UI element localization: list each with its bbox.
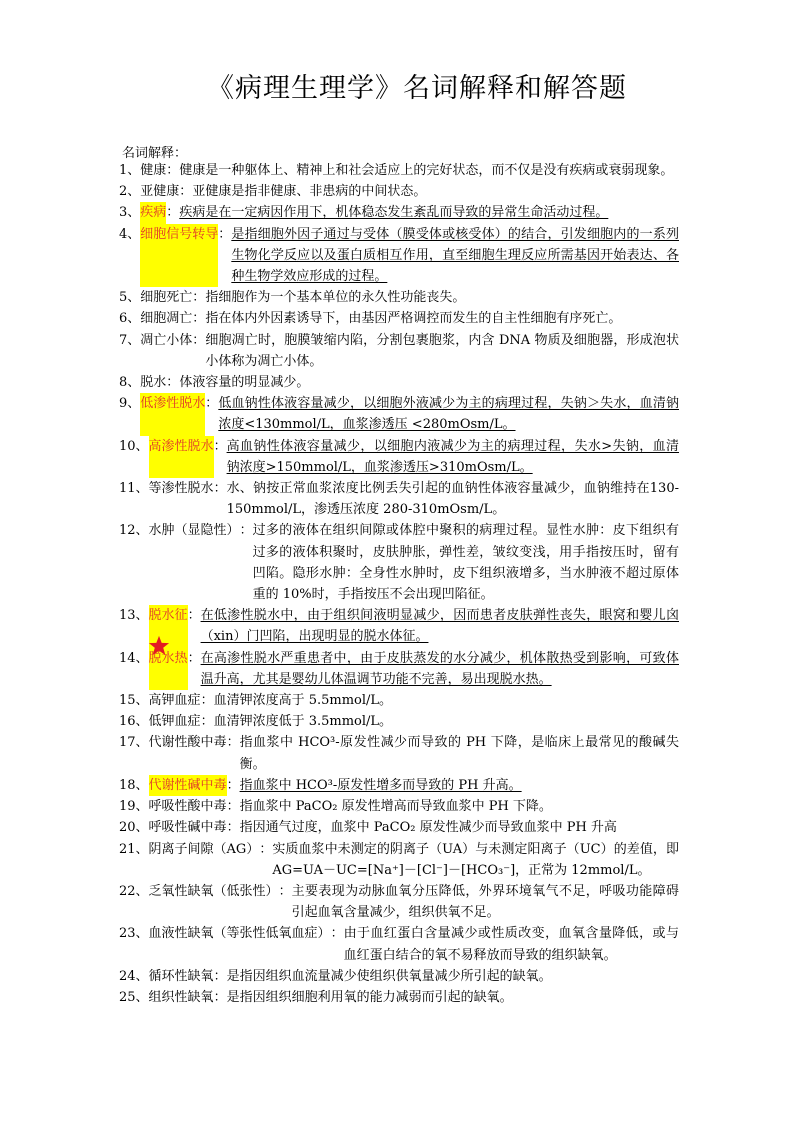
entry-definition: 指血浆中 HCO³-原发性减少而导致的 PH 下降，是临床上最常见的酸碱失衡。	[239, 735, 679, 772]
entry-term: 细胞凋亡	[140, 311, 193, 327]
entry-definition: 是指因组织细胞利用氧的能力减弱而引起的缺氧。	[226, 989, 513, 1005]
entry-definition: 指因通气过度，血浆中 PaCO₂ 原发性减少而导致血浆中 PH 升高	[239, 820, 617, 836]
entry-definition: 指细胞作为一个基本单位的永久性功能丧失。	[205, 290, 466, 306]
entry-definition: 指在体内外因素诱导下，由基因严格调控而发生的自主性细胞有序死亡。	[205, 311, 622, 327]
list-item: 7、 凋亡小体 ： 细胞凋亡时，胞膜皱缩内陷，分割包裹胞浆，内含 DNA 物质及细胞器，形成泡状小体称为凋亡小体。	[119, 330, 679, 372]
list-item: 5、 细胞死亡 ： 指细胞作为一个基本单位的永久性功能丧失。	[119, 287, 679, 308]
entry-term: 循环性缺氧	[148, 968, 214, 984]
list-item: 21、 阴离子间隙（AG） ： 实质血浆中未测定的阴离子（UA）与未测定阳离子（UC）的差值，即 AG=UA－UC=[Na⁺]－[Cl⁻]－[HCO₃⁻]，正常为 12mmol/L。	[119, 839, 679, 881]
entry-definition: 体液容量的明显减少。	[179, 375, 310, 391]
entry-definition: 由于血红蛋白含量减少或性质改变，血氧含量降低，或与血红蛋白结合的氧不易释放而导致的组织缺氧。	[343, 926, 679, 963]
star-icon	[148, 635, 170, 657]
list-item: 15、 高钾血症 ： 血清钾浓度高于 5.5mmol/L。	[119, 690, 679, 711]
list-item: 10、 高渗性脱水 ： 高血钠性体液容量减少，以细胞内液减少为主的病理过程，失水>失钠，血清钠浓度>150mmol/L，血浆渗透压>310mOsm/L。	[119, 436, 679, 478]
entry-term: 脱水	[140, 375, 167, 391]
list-item: 16、 低钾血症 ： 血清钾浓度低于 3.5mmol/L。	[119, 711, 679, 732]
list-item: 3、 疾病 ： 疾病是在一定病因作用下，机体稳态发生紊乱而导致的异常生命活动过程。	[119, 202, 679, 223]
entry-definition: 在高渗性脱水严重患者中，由于皮肤蒸发的水分减少，机体散热受到影响，可致体温升高，尤其是婴幼儿体温调节功能不完善，易出现脱水热。	[200, 650, 679, 687]
list-item: 17、 代谢性酸中毒 ： 指血浆中 HCO³-原发性减少而导致的 PH 下降，是临床上最常见的酸碱失衡。	[119, 732, 679, 774]
entry-term: 细胞死亡	[140, 290, 193, 306]
entry-definition: 高血钠性体液容量减少，以细胞内液减少为主的病理过程，失水>失钠，血清钠浓度>150mmol/L，血浆渗透压>310mOsm/L。	[226, 438, 679, 475]
entry-definition: 疾病是在一定病因作用下，机体稳态发生紊乱而导致的异常生命活动过程。	[179, 205, 609, 221]
list-item: 19、 呼吸性酸中毒 ： 指血浆中 PaCO₂ 原发性增高而导致血浆中 PH 下降。	[119, 796, 679, 817]
entry-definition: 血清钾浓度低于 3.5mmol/L。	[213, 714, 393, 730]
entry-term-highlighted: 脱水征	[149, 605, 188, 647]
entry-term-highlighted: 脱水热	[149, 648, 188, 690]
entry-term: 凋亡小体	[140, 332, 193, 348]
list-item: 20、 呼吸性碱中毒 ： 指因通气过度，血浆中 PaCO₂ 原发性减少而导致血浆中 PH 升高	[119, 817, 679, 838]
list-item: 2、 亚健康 ： 亚健康是指非健康、非患病的中间状态。	[119, 181, 679, 202]
list-item: 22、 乏氧性缺氧（低张性） ： 主要表现为动脉血氧分压降低，外界环境氧气不足，呼吸功能障碍引起血氧含量减少，组织供氧不足。	[119, 881, 679, 923]
entry-definition: 实质血浆中未测定的阴离子（UA）与未测定阳离子（UC）的差值，即 AG=UA－UC=[Na⁺]－[Cl⁻]－[HCO₃⁻]，正常为 12mmol/L。	[272, 841, 679, 878]
list-item: 4、 细胞信号转导 ： 是指细胞外因子通过与受体（膜受体或核受体）的结合，引发细胞内的一系列生物化学反应以及蛋白质相互作用，直至细胞生理反应所需基因开始表达、各种生物学效应形成的过程。	[119, 224, 679, 288]
list-item: 24、 循环性缺氧 ： 是指因组织血流量减少使组织供氧量减少所引起的缺氧。	[119, 966, 679, 987]
list-item: 25、 组织性缺氧 ： 是指因组织细胞利用氧的能力减弱而引起的缺氧。	[119, 987, 679, 1008]
entry-definition: 主要表现为动脉血氧分压降低，外界环境氧气不足，呼吸功能障碍引起血氧含量减少，组织供氧不足。	[291, 883, 679, 921]
entry-term: 血液性缺氧（等张性低氧血症）	[148, 926, 331, 942]
list-item: 11、 等渗性脱水 ： 水、钠按正常血浆浓度比例丢失引起的血钠性体液容量减少，血钠维持在130-150mmol/L，渗透压浓度 280-310mOsm/L。	[119, 478, 679, 520]
entry-term: 等渗性脱水	[148, 481, 214, 497]
list-item: 8、 脱水 ： 体液容量的明显减少。	[119, 372, 679, 393]
list-item: 14、 脱水热 ： 在高渗性脱水严重患者中，由于皮肤蒸发的水分减少，机体散热受到影响，可致体温升高，尤其是婴幼儿体温调节功能不完善，易出现脱水热。	[119, 648, 679, 690]
entry-term-highlighted: 疾病	[140, 202, 166, 223]
entry-definition: 是指因组织血流量减少使组织供氧量减少所引起的缺氧。	[226, 968, 552, 984]
list-item: 1、 健康 ： 健康是一种躯体上、精神上和社会适应上的完好状态，而不仅是没有疾病或衰弱现象。	[119, 160, 679, 181]
entry-term: 呼吸性酸中毒	[148, 799, 227, 815]
entry-term: 代谢性酸中毒	[148, 735, 227, 751]
entry-term: 健康	[140, 163, 167, 178]
entry-definition: 低血钠性体液容量减少，以细胞外液减少为主的病理过程，失钠＞失水，血清钠浓度<130mmol/L，血浆渗透压 <280mOsm/L。	[218, 396, 679, 433]
entry-definition: 细胞凋亡时，胞膜皱缩内陷，分割包裹胞浆，内含 DNA 物质及细胞器，形成泡状小体称为凋亡小体。	[205, 332, 679, 369]
list-item: 12、 水肿（显隐性） ： 过多的液体在组织间隙或体腔中聚积的病理过程。显性水肿：皮下组织有过多的液体积聚时，皮肤肿胀，弹性差，皱纹变浅，用手指按压时，留有凹陷。隐形水肿：全身性水肿时，皮下组织液增多，当水肿液不超过原体重的 10%时，手指按压不会出现凹陷征。	[119, 520, 679, 605]
definition-list	[119, 160, 679, 1008]
entry-definition: 是指细胞外因子通过与受体（膜受体或核受体）的结合，引发细胞内的一系列生物化学反应以及蛋白质相互作用，直至细胞生理反应所需基因开始表达、各种生物学效应形成的过程。	[231, 226, 679, 285]
entry-definition: 水、钠按正常血浆浓度比例丢失引起的血钠性体液容量减少，血钠维持在130-150mmol/L，渗透压浓度 280-310mOsm/L。	[226, 481, 679, 518]
entry-term-highlighted: 低渗性脱水	[140, 393, 205, 435]
entry-term: 亚健康	[140, 184, 180, 200]
entry-term-highlighted: 代谢性碱中毒	[149, 775, 227, 796]
entry-term-highlighted: 细胞信号转导	[140, 224, 218, 288]
entry-term: 呼吸性碱中毒	[148, 820, 227, 836]
entry-definition: 过多的液体在组织间隙或体腔中聚积的病理过程。显性水肿：皮下组织有过多的液体积聚时，皮肤肿胀，弹性差，皱纹变浅，用手指按压时，留有凹陷。隐形水肿：全身性水肿时，皮下组织液增多，当水肿液不超过原体重的 10%时，手指按压不会出现凹陷征。	[252, 523, 679, 603]
list-item: 23、 血液性缺氧（等张性低氧血症） ： 由于血红蛋白含量减少或性质改变，血氧含量降低，或与血红蛋白结合的氧不易释放而导致的组织缺氧。	[119, 923, 679, 965]
entry-term: 高钾血症	[148, 693, 201, 709]
entry-term: 阴离子间隙（AG）	[148, 841, 260, 857]
list-item: 9、 低渗性脱水 ： 低血钠性体液容量减少，以细胞外液减少为主的病理过程，失钠＞失水，血清钠浓度<130mmol/L，血浆渗透压 <280mOsm/L。	[119, 393, 679, 435]
list-item: 13、 脱水征 ： 在低渗性脱水中，由于组织间液明显减少，因而患者皮肤弹性丧失，眼窝和婴儿囟（xin）门凹陷，出现明显的脱水体征。	[119, 605, 679, 647]
entry-term-highlighted: 高渗性脱水	[149, 436, 214, 478]
section-label: 名词解释：	[122, 146, 188, 161]
entry-term: 乏氧性缺氧（低张性）	[148, 883, 279, 899]
entry-definition: 血清钾浓度高于 5.5mmol/L。	[213, 693, 393, 709]
entry-definition: 健康是一种躯体上、精神上和社会适应上的完好状态，而不仅是没有疾病或衰弱现象。	[179, 163, 674, 178]
list-item: 6、 细胞凋亡 ： 指在体内外因素诱导下，由基因严格调控而发生的自主性细胞有序死亡。	[119, 308, 679, 329]
entry-definition: 指血浆中 HCO³-原发性增多而导致的 PH 升高。	[239, 777, 522, 793]
entry-term: 低钾血症	[148, 714, 201, 730]
entry-definition: 指血浆中 PaCO₂ 原发性增高而导致血浆中 PH 下降。	[239, 799, 552, 815]
list-item: 18、 代谢性碱中毒 ： 指血浆中 HCO³-原发性增多而导致的 PH 升高。	[119, 775, 679, 796]
entry-term: 水肿（显隐性）	[148, 523, 240, 539]
entry-definition: 亚健康是指非健康、非患病的中间状态。	[192, 184, 427, 200]
entry-term: 组织性缺氧	[148, 989, 214, 1005]
entry-definition: 在低渗性脱水中，由于组织间液明显减少，因而患者皮肤弹性丧失，眼窝和婴儿囟（xin）门凹陷，出现明显的脱水体征。	[200, 608, 679, 645]
page-title: 《病理生理学》名词解释和解答题	[207, 73, 627, 104]
